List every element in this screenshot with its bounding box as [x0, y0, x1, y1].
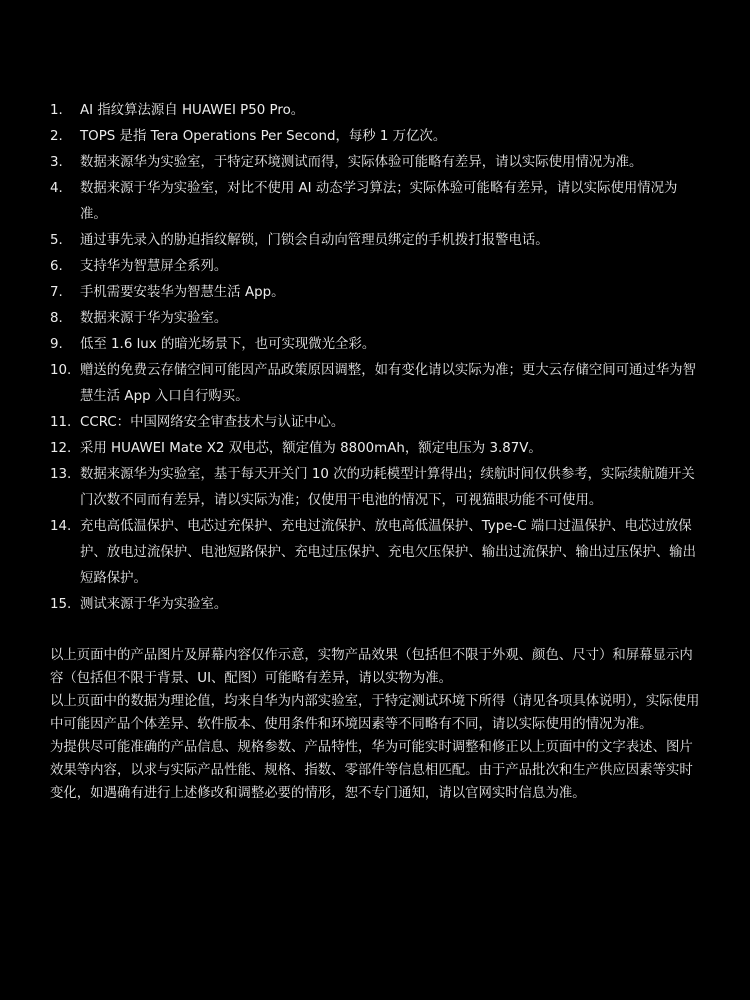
footnote-text: 赠送的免费云存储空间可能因产品政策原因调整，如有变化请以实际为准；更大云存储空间可通过华为智慧生活 App 入口自行购买。: [80, 363, 696, 404]
footnote-number: 2.: [50, 129, 63, 144]
footnote-number: 1.: [50, 103, 63, 118]
footnote-text: 通过事先录入的胁迫指纹解锁，门锁会自动向管理员绑定的手机拨打报警电话。: [80, 233, 549, 248]
footnote-text: 数据来源华为实验室，基于每天开关门 10 次的功耗模型计算得出；续航时间仅供参考，实际续航随开关门次数不同而有差异，请以实际为准；仅使用干电池的情况下，可视猫眼功能不可使用。: [80, 467, 695, 508]
disclaimer-theoretical-data: 以上页面中的数据为理论值，均来自华为内部实验室，于特定测试环境下所得（请见各项具体说明），实际使用中可能因产品个体差异、软件版本、使用条件和环境因素等不同略有不同，请以实际使用的情况为准。: [50, 694, 700, 732]
footnote-text: 采用 HUAWEI Mate X2 双电芯，额定值为 8800mAh，额定电压为 3.87V。: [80, 441, 542, 456]
footnote-item: [50, 254, 702, 280]
footnote-number: 13.: [50, 467, 72, 482]
footnote-text: AI 指纹算法源自 HUAWEI P50 Pro。: [80, 103, 305, 118]
footnote-number: 10.: [50, 363, 72, 378]
footnote-item: [50, 436, 702, 462]
footnote-number: 6.: [50, 259, 63, 274]
footnote-item: [50, 176, 702, 228]
footnote-number: 4.: [50, 181, 63, 196]
footnote-item: [50, 592, 702, 618]
footnote-text: 低至 1.6 lux 的暗光场景下，也可实现微光全彩。: [80, 337, 376, 352]
footnote-number: 12.: [50, 441, 72, 456]
footnote-number: 9.: [50, 337, 63, 352]
footnote-text: 数据来源于华为实验室，对比不使用 AI 动态学习算法；实际体验可能略有差异，请以实际使用情况为准。: [80, 181, 678, 222]
footnote-number: 8.: [50, 311, 63, 326]
footnote-item: [50, 228, 702, 254]
footnote-item: [50, 332, 702, 358]
footnote-number: 7.: [50, 285, 63, 300]
footnote-text: 数据来源华为实验室，于特定环境测试而得，实际体验可能略有差异，请以实际使用情况为准。: [80, 155, 643, 170]
footnote-item: [50, 514, 702, 592]
footnote-number: 14.: [50, 519, 72, 534]
footnote-list: [50, 98, 702, 618]
footnote-text: TOPS 是指 Tera Operations Per Second，每秒 1 万亿次。: [80, 129, 447, 144]
footnote-item: [50, 358, 702, 410]
footnote-number: 5.: [50, 233, 63, 248]
footnote-text: 支持华为智慧屏全系列。: [80, 259, 228, 274]
footnote-item: [50, 410, 702, 436]
footnote-item: [50, 150, 702, 176]
footnote-text: 手机需要安装华为智慧生活 App。: [80, 285, 285, 300]
footnote-item: [50, 98, 702, 124]
footnote-number: 3.: [50, 155, 63, 170]
footnote-number: 15.: [50, 597, 72, 612]
footnote-text: CCRC：中国网络安全审查技术与认证中心。: [80, 415, 345, 430]
footnote-item: [50, 280, 702, 306]
footnote-item: [50, 462, 702, 514]
disclaimer-product-images: 以上页面中的产品图片及屏幕内容仅作示意，实物产品效果（包括但不限于外观、颜色、尺寸）和屏幕显示内容（包括但不限于背景、UI、配图）可能略有差异，请以实物为准。: [50, 648, 693, 686]
footnote-text: 数据来源于华为实验室。: [80, 311, 228, 326]
footnote-item: [50, 306, 702, 332]
footnote-text: 测试来源于华为实验室。: [80, 597, 228, 612]
footnote-text: 充电高低温保护、电芯过充保护、充电过流保护、放电高低温保护、Type-C 端口过温保护、电芯过放保护、放电过流保护、电池短路保护、充电过压保护、充电欠压保护、输出过流保护、输出过压保护、输出短路保护。: [80, 519, 696, 586]
footnote-item: [50, 124, 702, 150]
footnote-number: 11.: [50, 415, 72, 430]
disclaimer-realtime-adjustment: 为提供尽可能准确的产品信息、规格参数、产品特性，华为可能实时调整和修正以上页面中的文字表述、图片效果等内容，以求与实际产品性能、规格、指数、零部件等信息相匹配。由于产品批次和生产供应因素等实时变化，如遇确有进行上述修改和调整必要的情形，恕不专门通知，请以官网实时信息为准。: [50, 740, 693, 801]
disclaimer-section: [50, 644, 702, 805]
